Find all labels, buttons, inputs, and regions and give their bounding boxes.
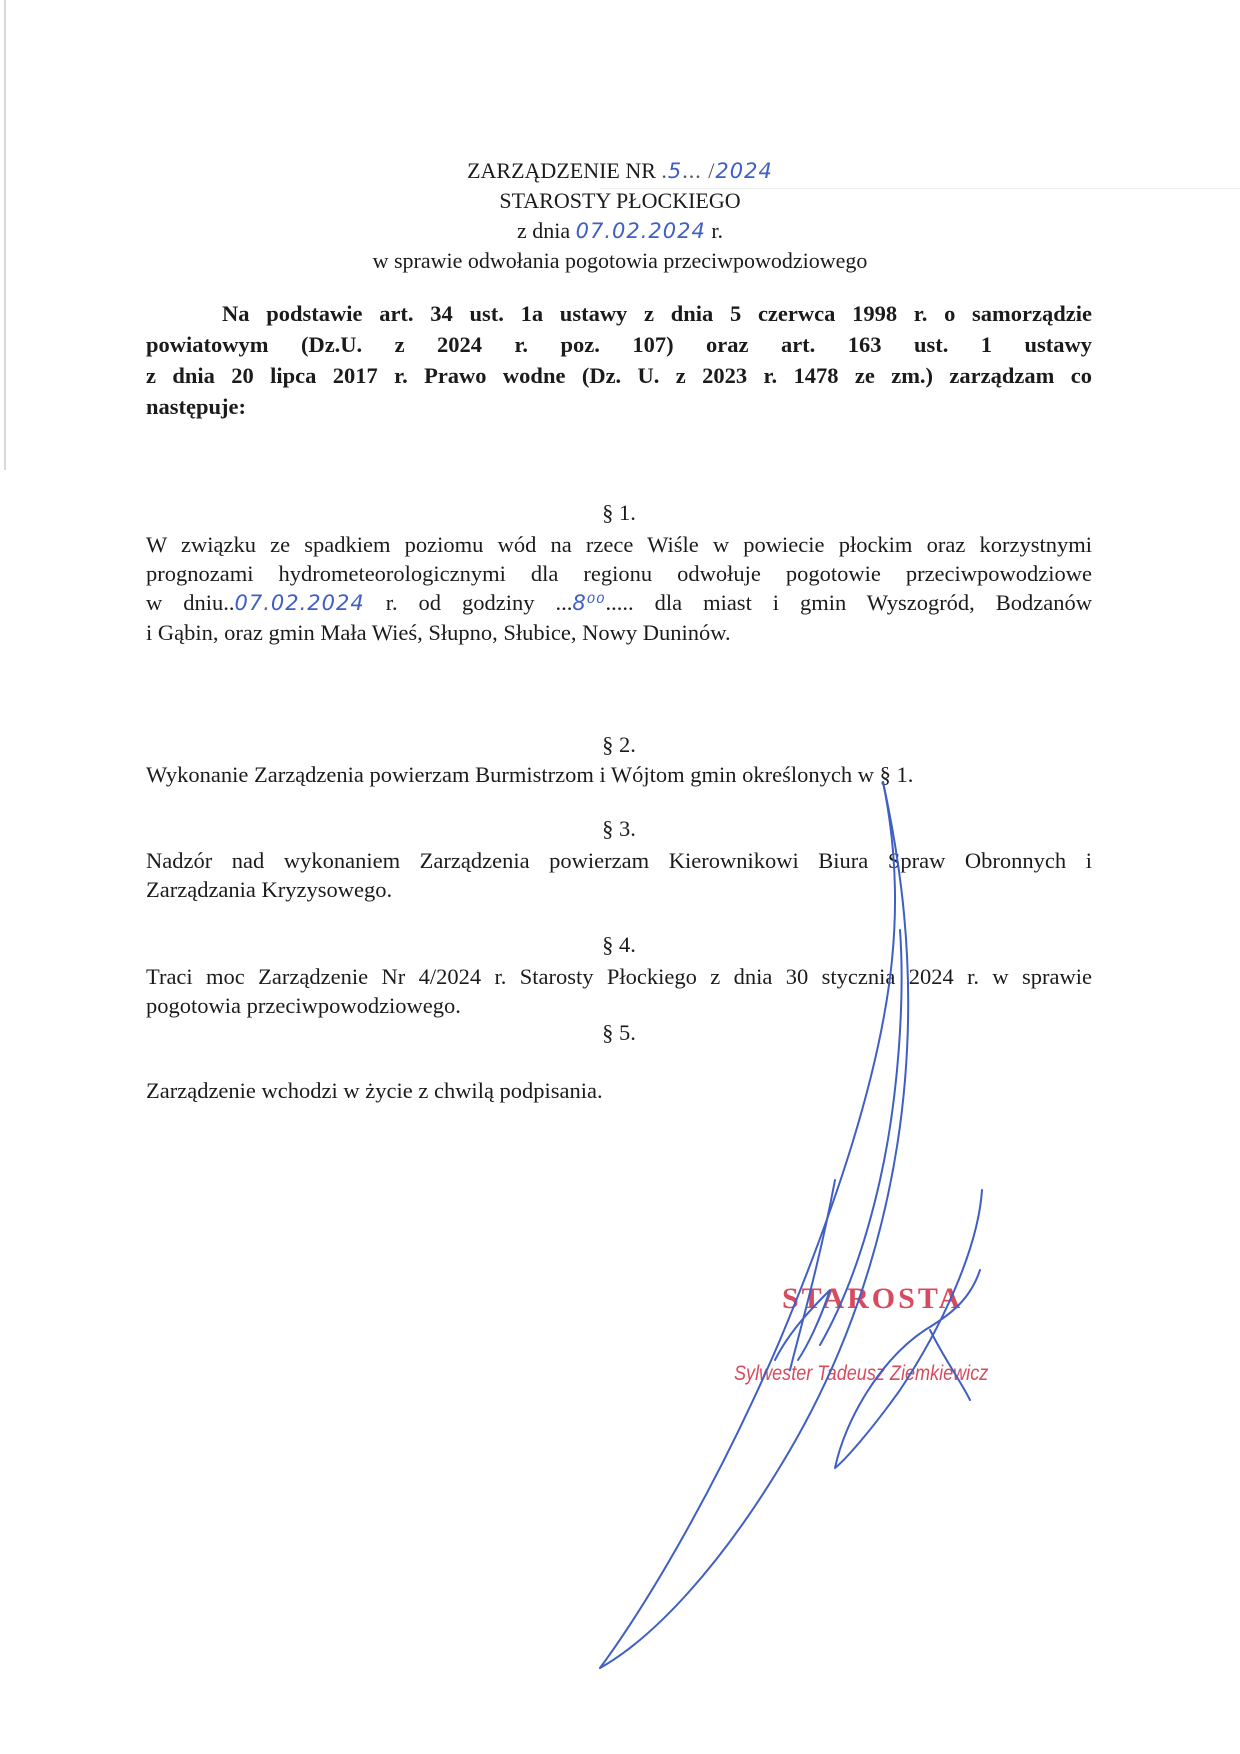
section-2-body: Wykonanie Zarządzenia powierzam Burmistrzom i Wójtom gmin określonych w § 1. (146, 762, 914, 787)
section-4-body (146, 962, 1092, 1020)
section-3-body (146, 846, 1092, 904)
section-3-line: Nadzór nad wykonaniem Zarządzenia powierzam Kierownikowi Biura Spraw Obronnych i (146, 848, 1092, 873)
preamble-line: z dnia 20 lipca 2017 r. Prawo wodne (Dz. U. z 2023 r. 1478 ze zm.) zarządzam co (146, 363, 1092, 388)
section-4-line: pogotowia przeciwpowodziowego. (146, 993, 461, 1018)
date-suffix: r. (711, 218, 724, 243)
section-1-line-date (146, 588, 1092, 618)
section-4-line: Traci moc Zarządzenie Nr 4/2024 r. Starosty Płockiego z dnia 30 stycznia 2024 r. w sprawie (146, 964, 1092, 989)
number-dots-a: . (661, 158, 668, 183)
section-5-body: Zarządzenie wchodzi w życie z chwilą podpisania. (146, 1078, 603, 1103)
date-lead: w dniu.. (146, 590, 235, 615)
issuing-authority: STAROSTY PŁOCKIEGO (499, 188, 741, 213)
section-1-line: prognozami hydrometeorologicznymi dla regionu odwołuje pogotowie przeciwpowodziowe (146, 561, 1092, 586)
section-3-title: § 3. (602, 816, 636, 841)
section-4-title: § 4. (602, 932, 636, 957)
date-prefix: z dnia (516, 218, 571, 243)
handwritten-hour: 8⁰⁰ (572, 591, 606, 615)
handwritten-date: 07.02.2024 (575, 219, 706, 243)
section-2-title: § 2. (602, 732, 636, 757)
preamble-line: powiatowym (Dz.U. z 2024 r. poz. 107) oraz art. 163 ust. 1 ustawy (146, 332, 1092, 357)
document-subject: w sprawie odwołania pogotowia przeciwpowodziowego (372, 248, 868, 273)
stamp-title: STAROSTA (782, 1282, 964, 1315)
preamble-line: następuje: (146, 394, 246, 419)
section-1-title: § 1. (602, 500, 636, 525)
number-dots-b: ... / (682, 158, 716, 183)
title-prefix: ZARZĄDZENIE NR (467, 158, 656, 183)
hour-lead: r. od godziny ... (385, 590, 573, 615)
scan-edge-shadow (4, 0, 6, 470)
stamp-name: Sylwester Tadeusz Ziemkiewicz (734, 1362, 989, 1385)
section-1-line: i Gąbin, oraz gmin Mała Wieś, Słupno, Słubice, Nowy Duninów. (146, 620, 731, 645)
preamble-line: Na podstawie art. 34 ust. 1a ustawy z dnia 5 czerwca 1998 r. o samorządzie (222, 301, 1092, 326)
handwritten-year: 2024 (715, 159, 773, 183)
document-date (140, 216, 1100, 246)
handwritten-number: 5 (667, 159, 683, 183)
section-3-line: Zarządzania Kryzysowego. (146, 877, 393, 902)
handwritten-revoke-date: 07.02.2024 (234, 591, 365, 615)
section-1-body (146, 530, 1092, 647)
section-1-line: W związku ze spadkiem poziomu wód na rzece Wiśle w powiecie płockim oraz korzystnymi (146, 532, 1092, 557)
section-5-title: § 5. (602, 1020, 636, 1045)
legal-basis-preamble (146, 298, 1092, 422)
document-title (140, 156, 1100, 186)
municipalities-lead: ..... dla miast i gmin Wyszogród, Bodzanów (605, 590, 1092, 615)
